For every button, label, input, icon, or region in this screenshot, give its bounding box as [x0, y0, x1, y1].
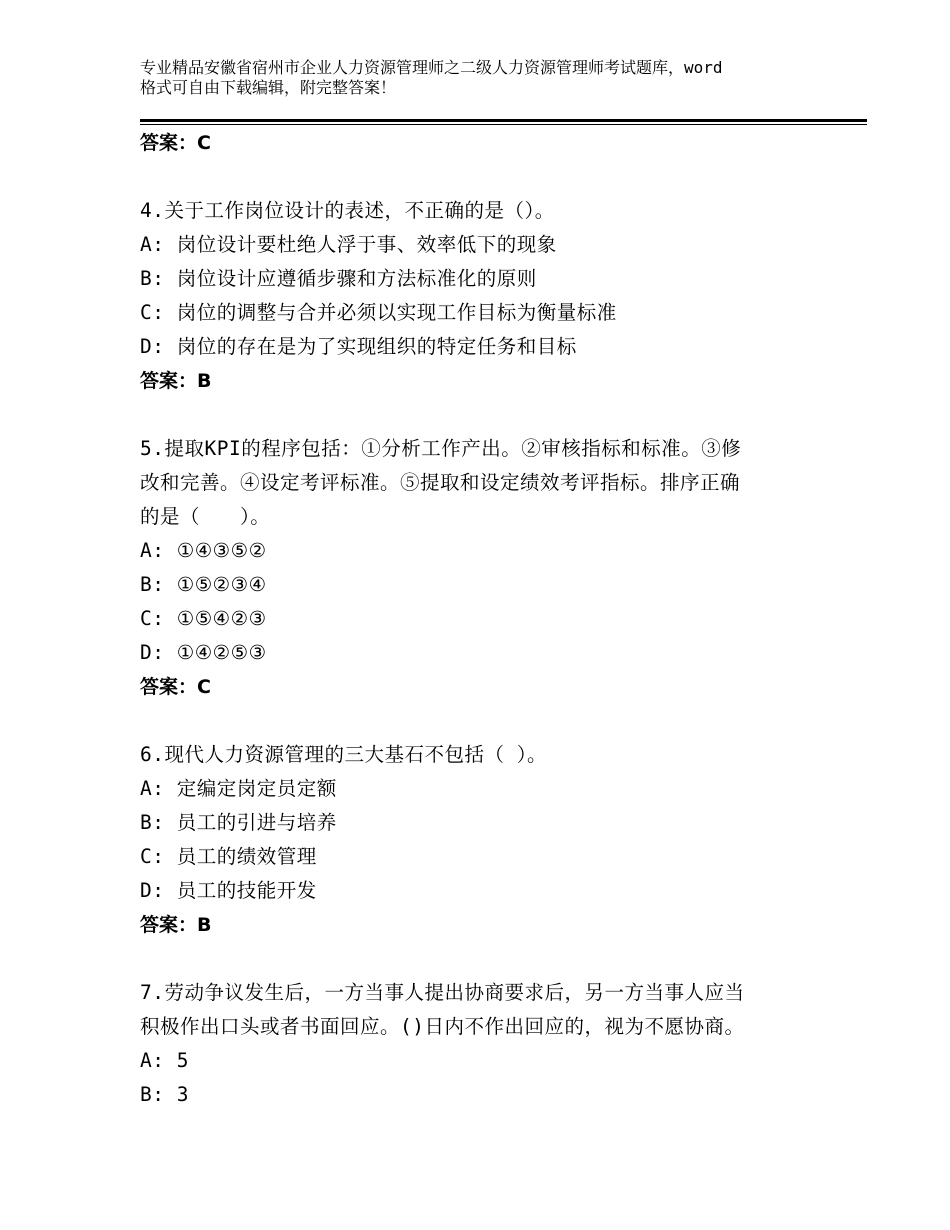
header-line-1: 专业精品安徽省宿州市企业人力资源管理师之二级人力资源管理师考试题库，word — [140, 58, 723, 77]
question-text: 积极作出口头或者书面回应。()日内不作出回应的，视为不愿协商。 — [140, 1015, 745, 1038]
question-text: 改和完善。④设定考评标准。⑤提取和设定绩效考评指标。排序正确 — [140, 471, 741, 494]
option-c: C: 员工的绩效管理 — [140, 845, 317, 868]
question-block — [140, 738, 820, 942]
option-b: B: 岗位设计应遵循步骤和方法标准化的原则 — [140, 267, 537, 290]
question-text: 4.关于工作岗位设计的表述，不正确的是（）。 — [140, 199, 555, 222]
spacer — [140, 398, 820, 432]
question-block — [140, 976, 820, 1112]
question-text: 的是（ ）。 — [140, 505, 271, 528]
header-rule-thick — [140, 119, 867, 122]
option-a: A: 5 — [140, 1049, 189, 1072]
document-header — [140, 58, 820, 98]
option-d: D: 员工的技能开发 — [140, 879, 317, 902]
option-a: A: 岗位设计要杜绝人浮于事、效率低下的现象 — [140, 233, 557, 256]
option-a: A: ①④③⑤② — [140, 539, 267, 562]
answer-line: 答案：B — [140, 914, 212, 936]
question-text: 6.现代人力资源管理的三大基石不包括（ ）。 — [140, 743, 547, 766]
question-text: 5.提取KPI的程序包括：①分析工作产出。②审核指标和标准。③修 — [140, 437, 742, 460]
spacer — [140, 942, 820, 976]
option-b: B: 3 — [140, 1083, 189, 1106]
question-text: 7.劳动争议发生后，一方当事人提出协商要求后，另一方当事人应当 — [140, 981, 745, 1004]
spacer — [140, 704, 820, 738]
option-c: C: ①⑤④②③ — [140, 607, 267, 630]
question-content — [140, 126, 820, 1112]
answer-line: 答案：C — [140, 676, 211, 698]
question-block — [140, 432, 820, 704]
header-rule-thin — [140, 124, 867, 125]
option-c: C: 岗位的调整与合并必须以实现工作目标为衡量标准 — [140, 301, 617, 324]
answer-line: 答案：C — [140, 132, 211, 154]
spacer — [140, 160, 820, 194]
option-b: B: 员工的引进与培养 — [140, 811, 337, 834]
option-d: D: 岗位的存在是为了实现组织的特定任务和目标 — [140, 335, 577, 358]
option-b: B: ①⑤②③④ — [140, 573, 267, 596]
question-block — [140, 194, 820, 398]
option-d: D: ①④②⑤③ — [140, 641, 267, 664]
answer-line: 答案：B — [140, 370, 212, 392]
header-line-2: 格式可自由下载编辑，附完整答案！ — [140, 78, 397, 97]
option-a: A: 定编定岗定员定额 — [140, 777, 337, 800]
